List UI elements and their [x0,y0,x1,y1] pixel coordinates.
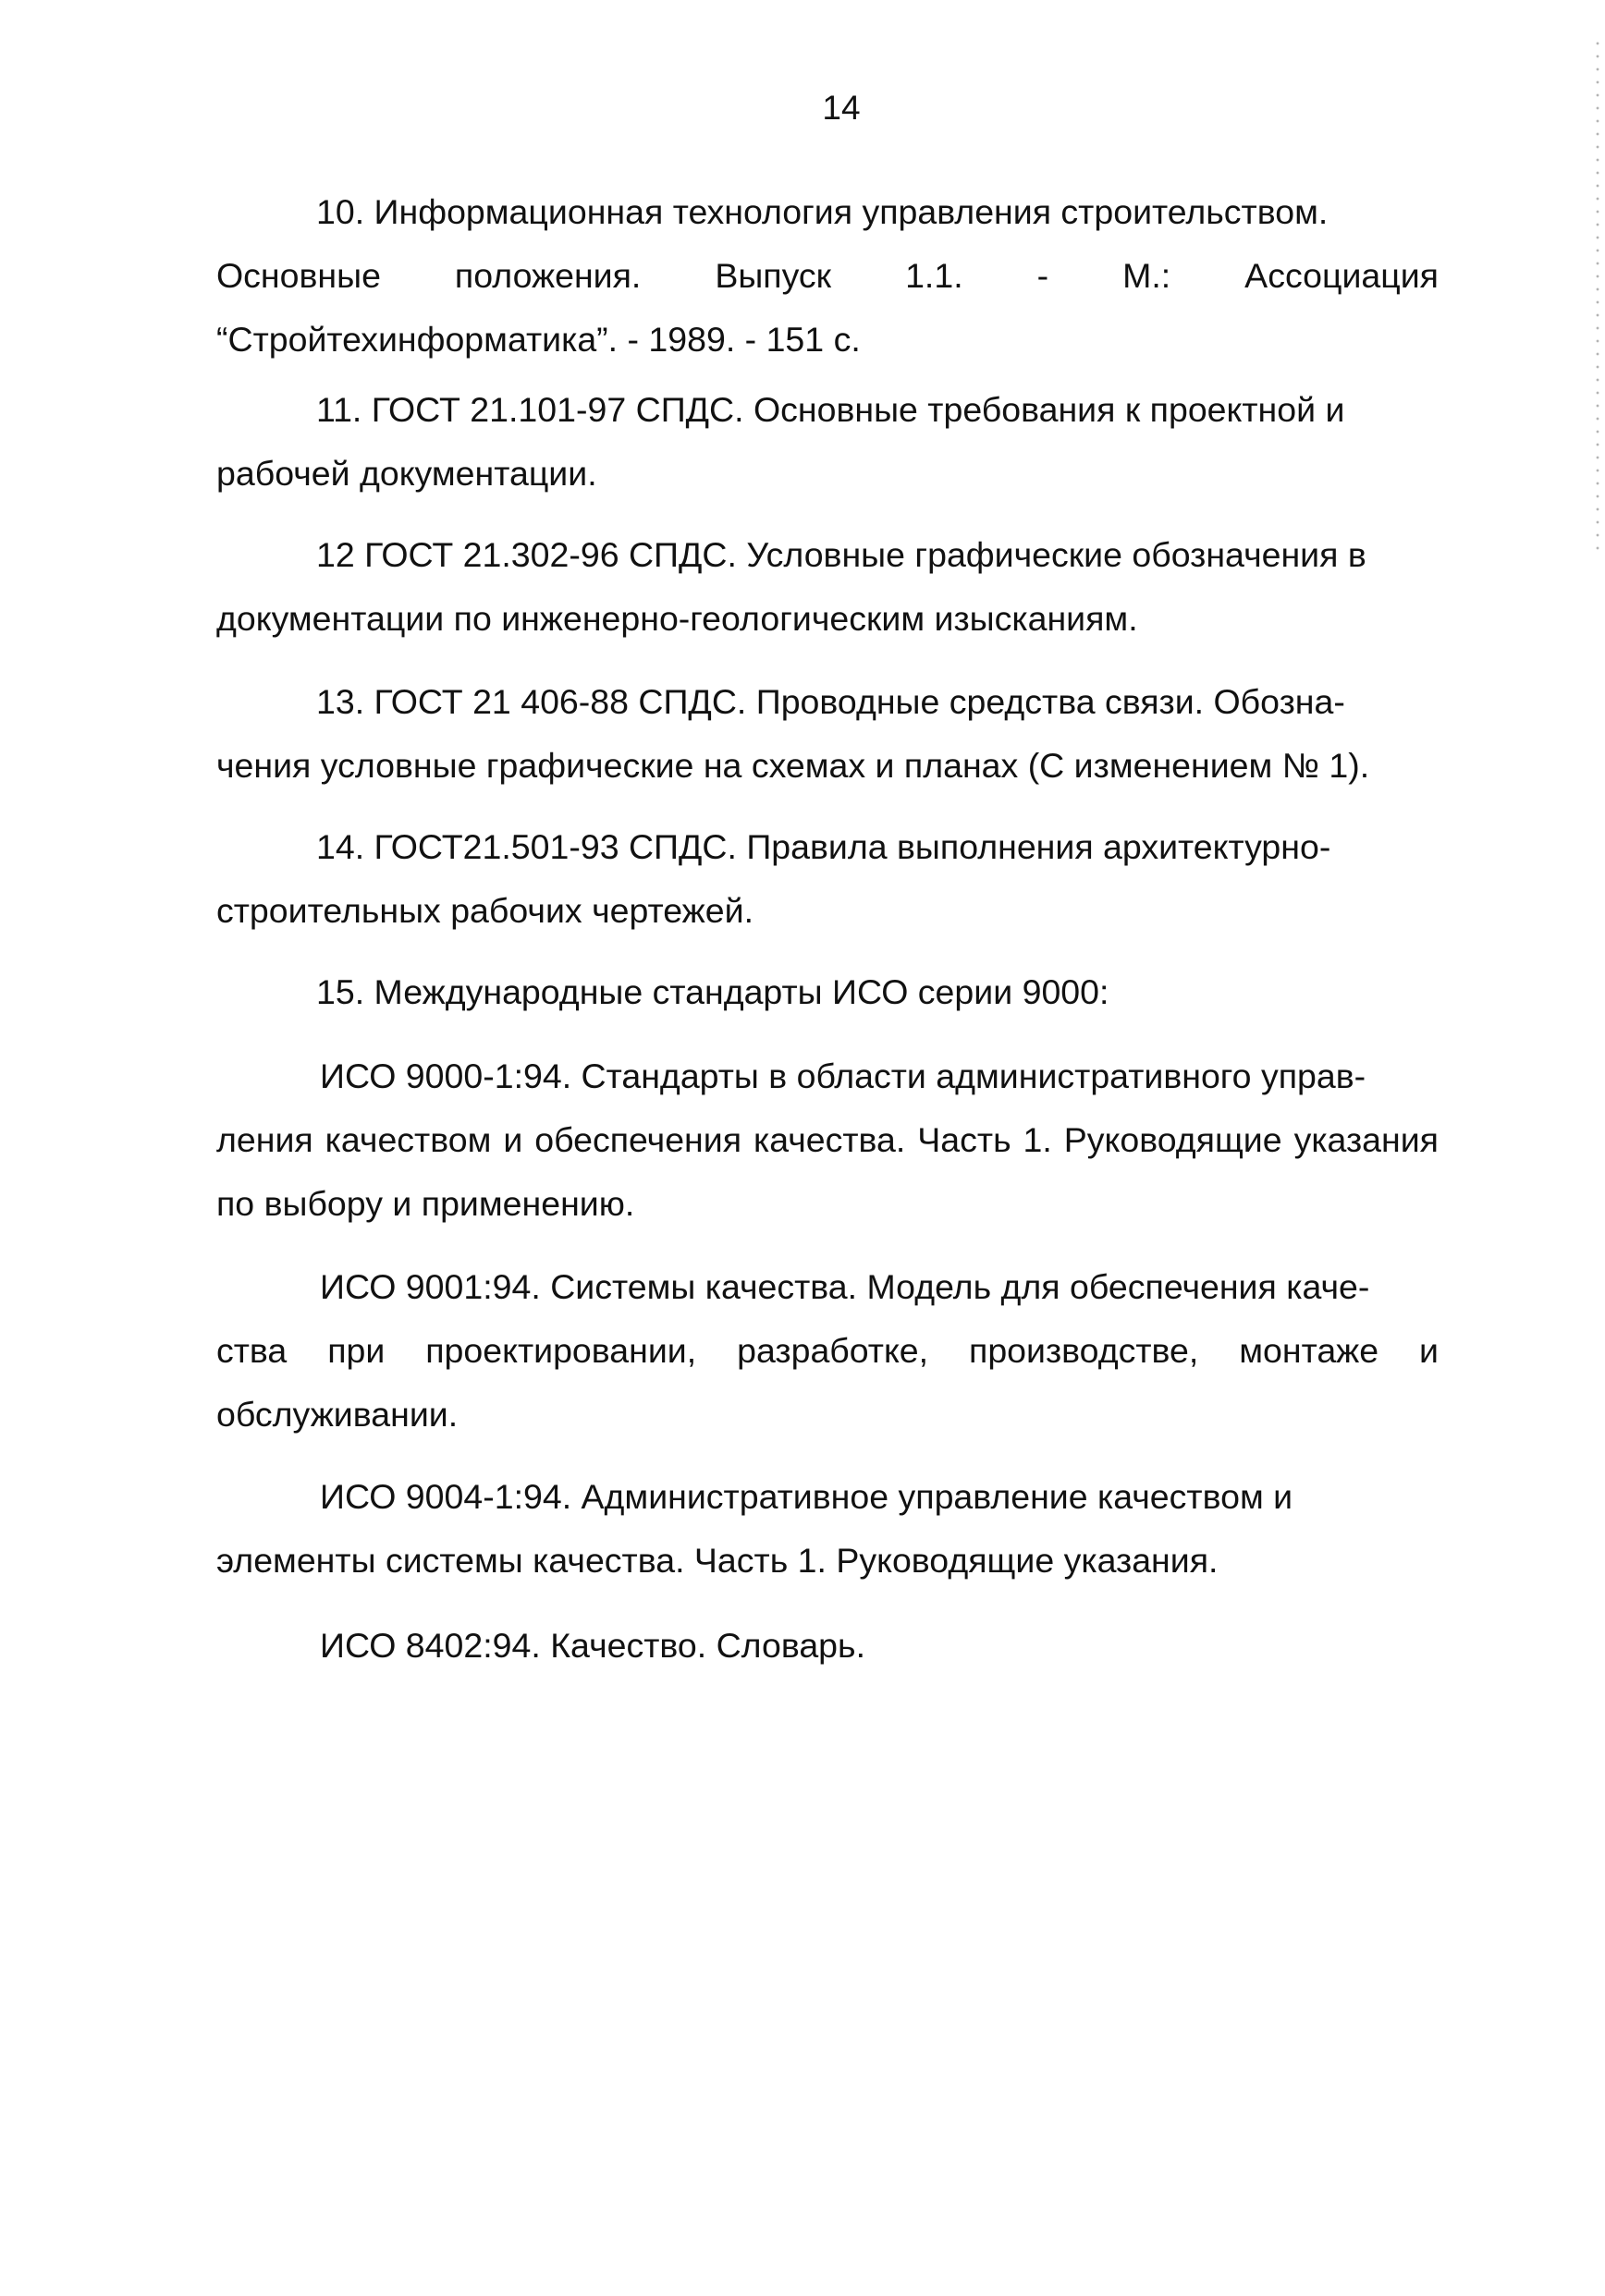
iso-standard-9000-1 [216,1044,1439,1236]
reference-continuation: ления качеством и обеспечения качества. Часть 1. Руководящие указания по выбору и применению. [216,1120,1439,1223]
reference-continuation: ства при проектировании, разработке, производстве, монтаже и обслуживании. [216,1331,1439,1434]
reference-first-line: ИСО 9004-1:94. Административное управление качеством и [320,1477,1293,1516]
reference-continuation: документации по инженерно-геологическим изысканиям. [216,599,1138,638]
reference-first-line: 15. Международные стандарты ИСО серии 9000: [316,972,1109,1011]
reference-first-line: 12 ГОСТ 21.302-96 СПДС. Условные графические обозначения в [316,535,1366,574]
reference-first-line: 14. ГОСТ21.501-93 СПДС. Правила выполнения архитектурно- [316,827,1331,866]
reference-continuation: строительных рабочих чертежей. [216,891,753,930]
iso-standard-9004-1 [216,1465,1439,1593]
reference-item-15 [216,960,1439,1024]
reference-first-line: ИСО 9001:94. Системы качества. Модель для обеспечения каче- [320,1267,1370,1306]
iso-standard-8402 [216,1614,1439,1678]
reference-first-line: ИСО 8402:94. Качество. Словарь. [320,1626,865,1665]
iso-standard-9001 [216,1255,1439,1447]
reference-first-line: ИСО 9000-1:94. Стандарты в области административного управ- [320,1056,1366,1095]
reference-continuation: чения условные графические на схемах и планах (С изменением № 1). [216,746,1370,785]
reference-item-11 [216,378,1439,506]
reference-item-13 [216,670,1439,798]
reference-first-line: 11. ГОСТ 21.101-97 СПДС. Основные требования к проектной и [316,390,1345,429]
reference-continuation: элементы системы качества. Часть 1. Руководящие указания. [216,1541,1219,1580]
page-number: 14 [822,89,861,127]
reference-first-line: 10. Информационная технология управления строительством. [316,192,1329,231]
reference-item-10 [216,180,1439,372]
reference-continuation: рабочей документации. [216,454,597,493]
reference-item-12 [216,523,1439,651]
reference-first-line: 13. ГОСТ 21 406-88 СПДС. Проводные средства связи. Обозна- [316,682,1345,721]
reference-item-14 [216,815,1439,943]
reference-continuation: Основные положения. Выпуск 1.1. - М.: Ассоциация “Стройтехинформатика”. - 1989. - 151 с. [216,256,1439,359]
